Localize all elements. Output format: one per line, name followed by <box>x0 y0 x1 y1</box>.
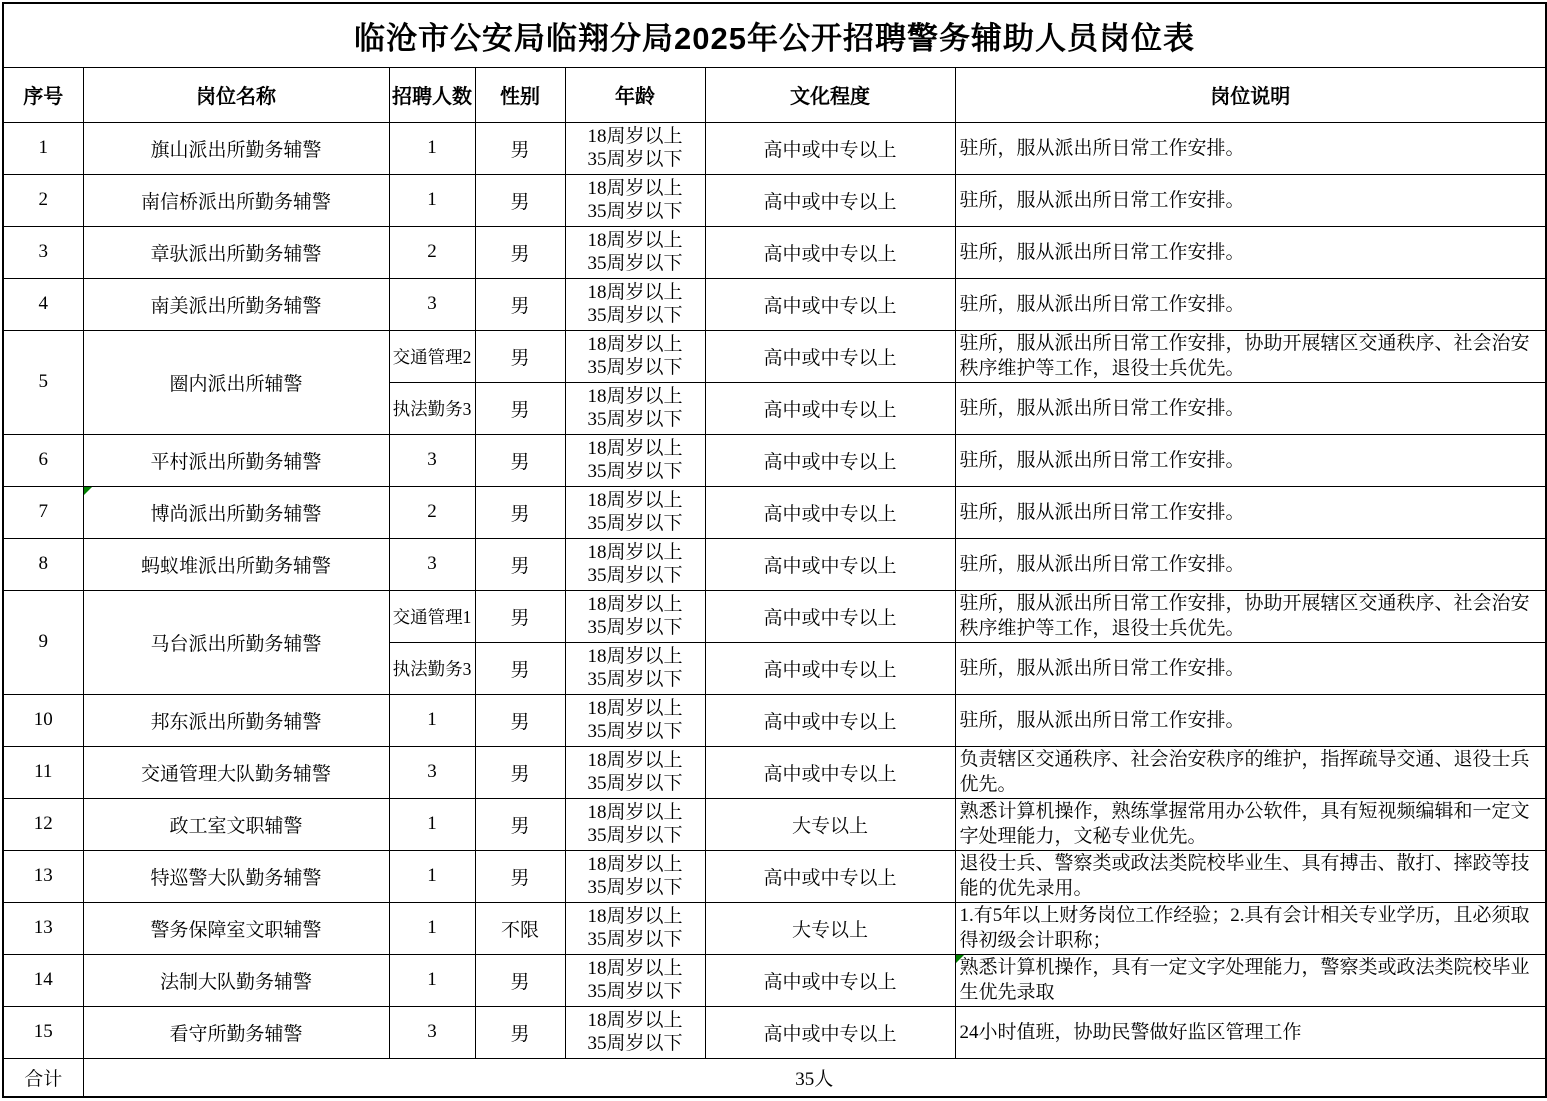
serial-cell: 8 <box>3 538 83 590</box>
table-row <box>3 122 1546 174</box>
col-header-gender: 性别 <box>475 67 565 122</box>
position-name-cell: 旗山派出所勤务辅警 <box>83 122 389 174</box>
recruit-count-cell: 1 <box>389 902 475 954</box>
gender-cell: 男 <box>475 746 565 798</box>
description-cell <box>955 954 1546 1006</box>
age-min-text: 18周岁以上 <box>587 854 683 875</box>
age-max-text: 35周岁以下 <box>587 721 683 742</box>
serial-cell: 5 <box>3 330 83 434</box>
age-cell <box>565 538 705 590</box>
education-cell: 高中或中专以上 <box>705 122 955 174</box>
recruit-count-cell: 3 <box>389 1006 475 1058</box>
total-label-cell: 合计 <box>3 1058 83 1097</box>
age-max-text: 35周岁以下 <box>587 565 683 586</box>
serial-cell: 13 <box>3 850 83 902</box>
age-max-text: 35周岁以下 <box>587 149 683 170</box>
position-name-cell: 章驮派出所勤务辅警 <box>83 226 389 278</box>
education-cell: 高中或中专以上 <box>705 486 955 538</box>
education-cell: 高中或中专以上 <box>705 330 955 382</box>
age-min-text: 18周岁以上 <box>587 542 683 563</box>
serial-cell: 6 <box>3 434 83 486</box>
age-max-text: 35周岁以下 <box>587 1033 683 1054</box>
col-header-serial: 序号 <box>3 67 83 122</box>
serial-cell: 9 <box>3 590 83 694</box>
gender-cell: 男 <box>475 590 565 642</box>
age-cell <box>565 954 705 1006</box>
age-cell <box>565 1006 705 1058</box>
age-min-text: 18周岁以上 <box>587 230 683 251</box>
recruit-count-cell: 1 <box>389 850 475 902</box>
description-cell: 退役士兵、警察类或政法类院校毕业生、具有搏击、散打、摔跤等技能的优先录用。 <box>955 850 1546 902</box>
education-cell: 高中或中专以上 <box>705 278 955 330</box>
serial-cell: 4 <box>3 278 83 330</box>
age-min-text: 18周岁以上 <box>587 178 683 199</box>
recruit-count-cell: 1 <box>389 954 475 1006</box>
age-max-text: 35周岁以下 <box>587 877 683 898</box>
description-cell: 1.有5年以上财务岗位工作经验；2.具有会计相关专业学历，且必须取得初级会计职称； <box>955 902 1546 954</box>
position-name-cell: 交通管理大队勤务辅警 <box>83 746 389 798</box>
description-cell: 24小时值班，协助民警做好监区管理工作 <box>955 1006 1546 1058</box>
recruit-count-cell: 3 <box>389 434 475 486</box>
table-row <box>3 538 1546 590</box>
table-row <box>3 174 1546 226</box>
table-row <box>3 590 1546 642</box>
recruit-count-cell: 执法勤务3 <box>389 642 475 694</box>
age-max-text: 35周岁以下 <box>587 409 683 430</box>
position-name-cell: 圈内派出所辅警 <box>83 330 389 434</box>
education-cell: 大专以上 <box>705 798 955 850</box>
gender-cell: 男 <box>475 538 565 590</box>
age-min-text: 18周岁以上 <box>587 958 683 979</box>
age-cell <box>565 330 705 382</box>
recruit-count-cell: 2 <box>389 486 475 538</box>
gender-cell: 男 <box>475 486 565 538</box>
age-cell <box>565 694 705 746</box>
serial-cell: 10 <box>3 694 83 746</box>
recruit-count-cell: 3 <box>389 278 475 330</box>
age-max-text: 35周岁以下 <box>587 929 683 950</box>
age-min-text: 18周岁以上 <box>587 282 683 303</box>
serial-cell: 2 <box>3 174 83 226</box>
description-cell: 驻所，服从派出所日常工作安排。 <box>955 538 1546 590</box>
gender-cell: 男 <box>475 122 565 174</box>
table-row <box>3 1006 1546 1058</box>
description-cell: 驻所，服从派出所日常工作安排。 <box>955 226 1546 278</box>
recruit-count-cell: 1 <box>389 694 475 746</box>
age-min-text: 18周岁以上 <box>587 698 683 719</box>
age-max-text: 35周岁以下 <box>587 669 683 690</box>
description-cell: 驻所，服从派出所日常工作安排。 <box>955 382 1546 434</box>
education-cell: 高中或中专以上 <box>705 1006 955 1058</box>
cell-error-marker-icon <box>956 955 964 963</box>
serial-cell: 14 <box>3 954 83 1006</box>
col-header-recruit-count: 招聘人数 <box>389 67 475 122</box>
recruit-count-cell: 3 <box>389 538 475 590</box>
age-cell <box>565 590 705 642</box>
age-max-text: 35周岁以下 <box>587 513 683 534</box>
description-text: 熟悉计算机操作，具有一定文字处理能力，警察类或政法类院校毕业生优先录取 <box>959 957 1530 1003</box>
col-header-position-name: 岗位名称 <box>83 67 389 122</box>
position-name-cell: 特巡警大队勤务辅警 <box>83 850 389 902</box>
position-name-cell <box>83 486 389 538</box>
age-cell <box>565 382 705 434</box>
total-value-cell: 35人 <box>83 1058 1546 1097</box>
age-cell <box>565 486 705 538</box>
gender-cell: 男 <box>475 642 565 694</box>
table-row <box>3 902 1546 954</box>
age-max-text: 35周岁以下 <box>587 825 683 846</box>
recruit-count-cell: 交通管理1 <box>389 590 475 642</box>
table-row <box>3 746 1546 798</box>
age-cell <box>565 642 705 694</box>
education-cell: 高中或中专以上 <box>705 434 955 486</box>
education-cell: 高中或中专以上 <box>705 174 955 226</box>
serial-cell: 3 <box>3 226 83 278</box>
col-header-education: 文化程度 <box>705 67 955 122</box>
age-max-text: 35周岁以下 <box>587 773 683 794</box>
gender-cell: 男 <box>475 174 565 226</box>
gender-cell: 男 <box>475 278 565 330</box>
age-cell <box>565 746 705 798</box>
description-cell: 驻所，服从派出所日常工作安排，协助开展辖区交通秩序、社会治安秩序维护等工作，退役士兵优先。 <box>955 590 1546 642</box>
gender-cell: 男 <box>475 434 565 486</box>
table-row <box>3 486 1546 538</box>
age-cell <box>565 174 705 226</box>
age-min-text: 18周岁以上 <box>587 594 683 615</box>
col-header-description: 岗位说明 <box>955 67 1546 122</box>
cell-error-marker-icon <box>84 487 92 495</box>
position-name-cell: 政工室文职辅警 <box>83 798 389 850</box>
age-min-text: 18周岁以上 <box>587 1010 683 1031</box>
education-cell: 高中或中专以上 <box>705 850 955 902</box>
table-row <box>3 954 1546 1006</box>
page-title: 临沧市公安局临翔分局2025年公开招聘警务辅助人员岗位表 <box>3 3 1546 67</box>
gender-cell: 男 <box>475 382 565 434</box>
position-name-text: 博尚派出所勤务辅警 <box>150 503 322 525</box>
table-row <box>3 434 1546 486</box>
position-name-cell: 平村派出所勤务辅警 <box>83 434 389 486</box>
age-min-text: 18周岁以上 <box>587 438 683 459</box>
education-cell: 高中或中专以上 <box>705 538 955 590</box>
education-cell: 高中或中专以上 <box>705 382 955 434</box>
job-positions-table <box>2 2 1547 1098</box>
position-name-cell: 南信桥派出所勤务辅警 <box>83 174 389 226</box>
age-cell <box>565 226 705 278</box>
age-max-text: 35周岁以下 <box>587 253 683 274</box>
gender-cell: 男 <box>475 330 565 382</box>
table-row <box>3 278 1546 330</box>
education-cell: 高中或中专以上 <box>705 226 955 278</box>
description-cell: 驻所，服从派出所日常工作安排，协助开展辖区交通秩序、社会治安秩序维护等工作，退役士兵优先。 <box>955 330 1546 382</box>
education-cell: 高中或中专以上 <box>705 746 955 798</box>
recruit-count-cell: 交通管理2 <box>389 330 475 382</box>
age-max-text: 35周岁以下 <box>587 201 683 222</box>
serial-cell: 12 <box>3 798 83 850</box>
gender-cell: 男 <box>475 1006 565 1058</box>
serial-cell: 1 <box>3 122 83 174</box>
table-row <box>3 850 1546 902</box>
age-min-text: 18周岁以上 <box>587 750 683 771</box>
age-cell <box>565 434 705 486</box>
age-max-text: 35周岁以下 <box>587 305 683 326</box>
gender-cell: 男 <box>475 226 565 278</box>
title-row <box>3 3 1546 67</box>
recruit-count-cell: 1 <box>389 122 475 174</box>
description-cell: 驻所，服从派出所日常工作安排。 <box>955 434 1546 486</box>
age-min-text: 18周岁以上 <box>587 906 683 927</box>
recruit-count-cell: 2 <box>389 226 475 278</box>
position-name-cell: 看守所勤务辅警 <box>83 1006 389 1058</box>
age-min-text: 18周岁以上 <box>587 126 683 147</box>
age-cell <box>565 122 705 174</box>
table-row <box>3 330 1546 382</box>
age-cell <box>565 902 705 954</box>
description-cell: 负责辖区交通秩序、社会治安秩序的维护，指挥疏导交通、退役士兵优先。 <box>955 746 1546 798</box>
age-cell <box>565 278 705 330</box>
position-name-cell: 马台派出所勤务辅警 <box>83 590 389 694</box>
position-name-cell: 蚂蚁堆派出所勤务辅警 <box>83 538 389 590</box>
age-max-text: 35周岁以下 <box>587 981 683 1002</box>
age-max-text: 35周岁以下 <box>587 461 683 482</box>
education-cell: 高中或中专以上 <box>705 694 955 746</box>
gender-cell: 男 <box>475 954 565 1006</box>
description-cell: 驻所，服从派出所日常工作安排。 <box>955 174 1546 226</box>
table-header-row <box>3 67 1546 122</box>
education-cell: 高中或中专以上 <box>705 642 955 694</box>
description-cell: 熟悉计算机操作，熟练掌握常用办公软件，具有短视频编辑和一定文字处理能力，文秘专业优先。 <box>955 798 1546 850</box>
table-row <box>3 798 1546 850</box>
gender-cell: 男 <box>475 798 565 850</box>
education-cell: 高中或中专以上 <box>705 590 955 642</box>
position-name-cell: 南美派出所勤务辅警 <box>83 278 389 330</box>
serial-cell: 11 <box>3 746 83 798</box>
age-min-text: 18周岁以上 <box>587 386 683 407</box>
recruit-count-cell: 1 <box>389 174 475 226</box>
description-cell: 驻所，服从派出所日常工作安排。 <box>955 122 1546 174</box>
position-name-cell: 法制大队勤务辅警 <box>83 954 389 1006</box>
total-row <box>3 1058 1546 1097</box>
serial-cell: 15 <box>3 1006 83 1058</box>
recruit-count-cell: 3 <box>389 746 475 798</box>
education-cell: 大专以上 <box>705 902 955 954</box>
age-min-text: 18周岁以上 <box>587 490 683 511</box>
age-max-text: 35周岁以下 <box>587 617 683 638</box>
education-cell: 高中或中专以上 <box>705 954 955 1006</box>
age-cell <box>565 850 705 902</box>
position-name-cell: 警务保障室文职辅警 <box>83 902 389 954</box>
recruit-count-cell: 1 <box>389 798 475 850</box>
age-cell <box>565 798 705 850</box>
recruit-count-cell: 执法勤务3 <box>389 382 475 434</box>
description-cell: 驻所，服从派出所日常工作安排。 <box>955 694 1546 746</box>
gender-cell: 不限 <box>475 902 565 954</box>
age-min-text: 18周岁以上 <box>587 802 683 823</box>
col-header-age: 年龄 <box>565 67 705 122</box>
age-min-text: 18周岁以上 <box>587 646 683 667</box>
table-row <box>3 694 1546 746</box>
age-min-text: 18周岁以上 <box>587 334 683 355</box>
gender-cell: 男 <box>475 850 565 902</box>
position-name-cell: 邦东派出所勤务辅警 <box>83 694 389 746</box>
serial-cell: 13 <box>3 902 83 954</box>
table-row <box>3 226 1546 278</box>
description-cell: 驻所，服从派出所日常工作安排。 <box>955 642 1546 694</box>
gender-cell: 男 <box>475 694 565 746</box>
age-max-text: 35周岁以下 <box>587 357 683 378</box>
description-cell: 驻所，服从派出所日常工作安排。 <box>955 486 1546 538</box>
serial-cell: 7 <box>3 486 83 538</box>
description-cell: 驻所，服从派出所日常工作安排。 <box>955 278 1546 330</box>
